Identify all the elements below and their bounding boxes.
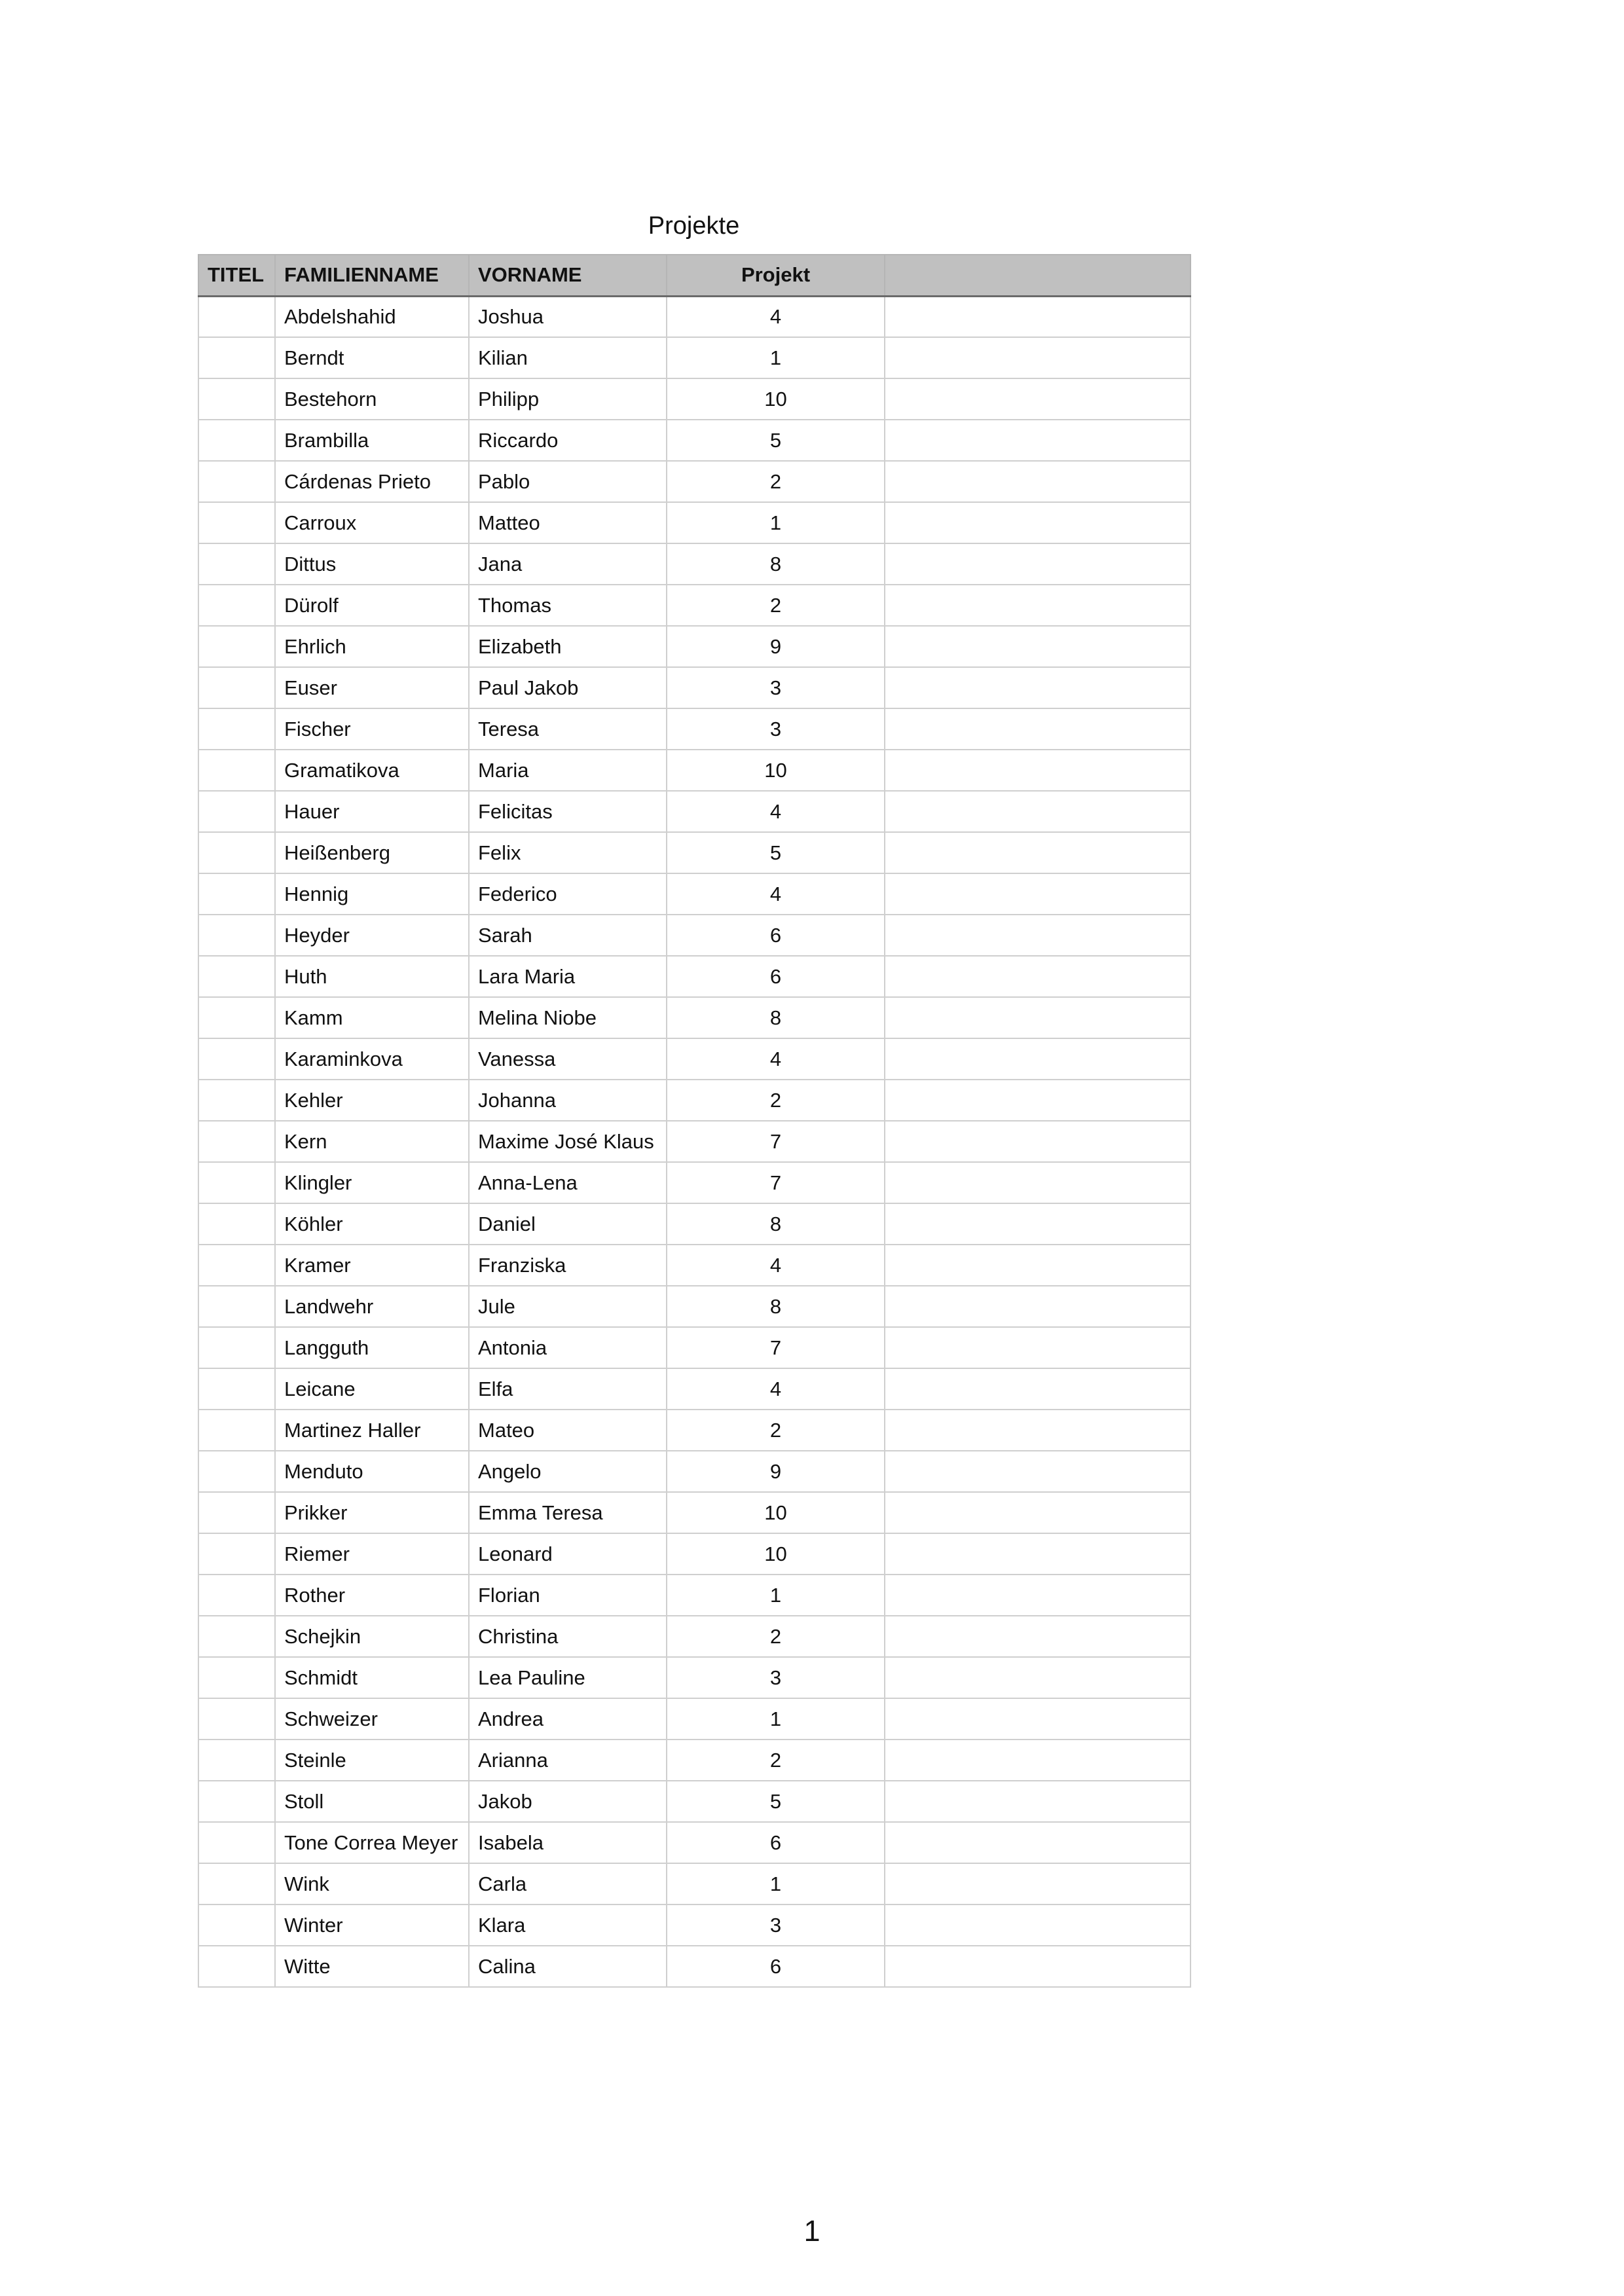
cell-familienname: Schmidt xyxy=(275,1657,469,1698)
cell-extra xyxy=(885,1410,1190,1451)
cell-titel xyxy=(198,502,275,543)
table-row xyxy=(198,1038,1190,1080)
cell-titel xyxy=(198,1863,275,1904)
cell-projekt: 2 xyxy=(667,1080,885,1121)
cell-extra xyxy=(885,1203,1190,1245)
column-header-vorname: VORNAME xyxy=(469,255,667,296)
cell-titel xyxy=(198,337,275,378)
cell-extra xyxy=(885,1616,1190,1657)
cell-projekt: 2 xyxy=(667,1410,885,1451)
table-row xyxy=(198,337,1190,378)
cell-extra xyxy=(885,1946,1190,1987)
cell-titel xyxy=(198,1698,275,1740)
cell-titel xyxy=(198,1451,275,1492)
cell-projekt: 5 xyxy=(667,1781,885,1822)
table-row xyxy=(198,1245,1190,1286)
cell-familienname: Huth xyxy=(275,956,469,997)
cell-vorname: Angelo xyxy=(469,1451,667,1492)
cell-extra xyxy=(885,1162,1190,1203)
cell-familienname: Leicane xyxy=(275,1368,469,1410)
cell-vorname: Franziska xyxy=(469,1245,667,1286)
cell-familienname: Rother xyxy=(275,1575,469,1616)
cell-extra xyxy=(885,956,1190,997)
cell-vorname: Vanessa xyxy=(469,1038,667,1080)
cell-titel xyxy=(198,873,275,915)
cell-titel xyxy=(198,1822,275,1863)
cell-titel xyxy=(198,1038,275,1080)
table-row xyxy=(198,502,1190,543)
table-row xyxy=(198,1492,1190,1533)
cell-titel xyxy=(198,1904,275,1946)
cell-vorname: Kilian xyxy=(469,337,667,378)
cell-vorname: Joshua xyxy=(469,296,667,337)
cell-extra xyxy=(885,1080,1190,1121)
cell-titel xyxy=(198,1533,275,1575)
cell-vorname: Arianna xyxy=(469,1740,667,1781)
table-row xyxy=(198,832,1190,873)
cell-extra xyxy=(885,1121,1190,1162)
table-row xyxy=(198,1575,1190,1616)
cell-projekt: 3 xyxy=(667,667,885,708)
cell-projekt: 10 xyxy=(667,750,885,791)
cell-titel xyxy=(198,378,275,420)
cell-extra xyxy=(885,296,1190,337)
table-row xyxy=(198,708,1190,750)
cell-projekt: 1 xyxy=(667,1863,885,1904)
cell-projekt: 4 xyxy=(667,1368,885,1410)
cell-familienname: Euser xyxy=(275,667,469,708)
cell-extra xyxy=(885,1286,1190,1327)
column-header-familienname: FAMILIENNAME xyxy=(275,255,469,296)
cell-projekt: 10 xyxy=(667,1492,885,1533)
cell-familienname: Langguth xyxy=(275,1327,469,1368)
cell-familienname: Prikker xyxy=(275,1492,469,1533)
cell-projekt: 7 xyxy=(667,1327,885,1368)
cell-vorname: Maxime José Klaus xyxy=(469,1121,667,1162)
cell-extra xyxy=(885,1245,1190,1286)
cell-vorname: Federico xyxy=(469,873,667,915)
cell-vorname: Felix xyxy=(469,832,667,873)
cell-extra xyxy=(885,1492,1190,1533)
cell-familienname: Abdelshahid xyxy=(275,296,469,337)
cell-projekt: 2 xyxy=(667,585,885,626)
table-row xyxy=(198,1616,1190,1657)
cell-familienname: Riemer xyxy=(275,1533,469,1575)
cell-titel xyxy=(198,1203,275,1245)
cell-vorname: Lara Maria xyxy=(469,956,667,997)
table-row xyxy=(198,1822,1190,1863)
cell-projekt: 4 xyxy=(667,296,885,337)
cell-titel xyxy=(198,543,275,585)
cell-extra xyxy=(885,1740,1190,1781)
cell-familienname: Winter xyxy=(275,1904,469,1946)
cell-extra xyxy=(885,997,1190,1038)
cell-extra xyxy=(885,337,1190,378)
cell-titel xyxy=(198,1286,275,1327)
cell-projekt: 6 xyxy=(667,1946,885,1987)
cell-extra xyxy=(885,1822,1190,1863)
table-row xyxy=(198,1698,1190,1740)
cell-titel xyxy=(198,1740,275,1781)
cell-vorname: Philipp xyxy=(469,378,667,420)
cell-vorname: Klara xyxy=(469,1904,667,1946)
cell-vorname: Daniel xyxy=(469,1203,667,1245)
cell-titel xyxy=(198,667,275,708)
cell-extra xyxy=(885,1038,1190,1080)
table-row xyxy=(198,420,1190,461)
cell-extra xyxy=(885,1451,1190,1492)
cell-extra xyxy=(885,502,1190,543)
cell-vorname: Calina xyxy=(469,1946,667,1987)
cell-extra xyxy=(885,378,1190,420)
cell-vorname: Antonia xyxy=(469,1327,667,1368)
cell-titel xyxy=(198,708,275,750)
cell-familienname: Steinle xyxy=(275,1740,469,1781)
cell-titel xyxy=(198,1946,275,1987)
cell-familienname: Heyder xyxy=(275,915,469,956)
table-row xyxy=(198,1410,1190,1451)
cell-familienname: Cárdenas Prieto xyxy=(275,461,469,502)
cell-extra xyxy=(885,626,1190,667)
table-row xyxy=(198,626,1190,667)
cell-vorname: Felicitas xyxy=(469,791,667,832)
cell-projekt: 3 xyxy=(667,1904,885,1946)
cell-projekt: 4 xyxy=(667,791,885,832)
cell-titel xyxy=(198,1410,275,1451)
cell-familienname: Kern xyxy=(275,1121,469,1162)
table-row xyxy=(198,791,1190,832)
cell-extra xyxy=(885,1533,1190,1575)
cell-projekt: 8 xyxy=(667,997,885,1038)
cell-extra xyxy=(885,420,1190,461)
cell-vorname: Isabela xyxy=(469,1822,667,1863)
cell-vorname: Christina xyxy=(469,1616,667,1657)
cell-vorname: Elfa xyxy=(469,1368,667,1410)
table-row xyxy=(198,1327,1190,1368)
cell-projekt: 8 xyxy=(667,1286,885,1327)
table-row xyxy=(198,543,1190,585)
cell-vorname: Jana xyxy=(469,543,667,585)
cell-vorname: Andrea xyxy=(469,1698,667,1740)
cell-extra xyxy=(885,1781,1190,1822)
table-row xyxy=(198,750,1190,791)
cell-vorname: Lea Pauline xyxy=(469,1657,667,1698)
table-row xyxy=(198,461,1190,502)
cell-projekt: 6 xyxy=(667,915,885,956)
cell-projekt: 5 xyxy=(667,420,885,461)
cell-vorname: Sarah xyxy=(469,915,667,956)
cell-titel xyxy=(198,1245,275,1286)
cell-familienname: Heißenberg xyxy=(275,832,469,873)
cell-familienname: Schejkin xyxy=(275,1616,469,1657)
table-row xyxy=(198,1368,1190,1410)
table-row xyxy=(198,1657,1190,1698)
cell-extra xyxy=(885,585,1190,626)
projects-table xyxy=(198,254,1191,1988)
page-title: Projekte xyxy=(648,212,740,240)
cell-familienname: Dürolf xyxy=(275,585,469,626)
cell-extra xyxy=(885,1657,1190,1698)
cell-projekt: 2 xyxy=(667,461,885,502)
cell-vorname: Elizabeth xyxy=(469,626,667,667)
cell-vorname: Teresa xyxy=(469,708,667,750)
cell-titel xyxy=(198,1616,275,1657)
cell-extra xyxy=(885,832,1190,873)
cell-titel xyxy=(198,832,275,873)
cell-vorname: Matteo xyxy=(469,502,667,543)
cell-projekt: 9 xyxy=(667,626,885,667)
cell-projekt: 2 xyxy=(667,1740,885,1781)
cell-titel xyxy=(198,956,275,997)
table-row xyxy=(198,915,1190,956)
table-row xyxy=(198,1121,1190,1162)
table-row xyxy=(198,667,1190,708)
cell-projekt: 1 xyxy=(667,502,885,543)
cell-vorname: Anna-Lena xyxy=(469,1162,667,1203)
cell-titel xyxy=(198,1121,275,1162)
cell-titel xyxy=(198,915,275,956)
table-row xyxy=(198,1781,1190,1822)
cell-projekt: 1 xyxy=(667,1575,885,1616)
cell-vorname: Maria xyxy=(469,750,667,791)
table-header-row xyxy=(198,255,1190,296)
page-number: 1 xyxy=(803,2214,821,2248)
cell-familienname: Hauer xyxy=(275,791,469,832)
cell-titel xyxy=(198,1492,275,1533)
table-row xyxy=(198,296,1190,337)
cell-familienname: Gramatikova xyxy=(275,750,469,791)
cell-familienname: Carroux xyxy=(275,502,469,543)
cell-vorname: Riccardo xyxy=(469,420,667,461)
cell-projekt: 4 xyxy=(667,873,885,915)
cell-titel xyxy=(198,791,275,832)
cell-familienname: Hennig xyxy=(275,873,469,915)
table-row xyxy=(198,1162,1190,1203)
cell-familienname: Kamm xyxy=(275,997,469,1038)
table-row xyxy=(198,873,1190,915)
cell-extra xyxy=(885,791,1190,832)
cell-extra xyxy=(885,1698,1190,1740)
cell-projekt: 4 xyxy=(667,1245,885,1286)
cell-familienname: Berndt xyxy=(275,337,469,378)
table-row xyxy=(198,1904,1190,1946)
table-row xyxy=(198,1451,1190,1492)
cell-titel xyxy=(198,1080,275,1121)
cell-titel xyxy=(198,750,275,791)
cell-vorname: Melina Niobe xyxy=(469,997,667,1038)
cell-extra xyxy=(885,1368,1190,1410)
cell-projekt: 1 xyxy=(667,1698,885,1740)
cell-vorname: Johanna xyxy=(469,1080,667,1121)
cell-familienname: Stoll xyxy=(275,1781,469,1822)
cell-vorname: Mateo xyxy=(469,1410,667,1451)
cell-titel xyxy=(198,1327,275,1368)
table-row xyxy=(198,956,1190,997)
cell-titel xyxy=(198,1162,275,1203)
cell-familienname: Menduto xyxy=(275,1451,469,1492)
cell-titel xyxy=(198,585,275,626)
cell-familienname: Karaminkova xyxy=(275,1038,469,1080)
table-row xyxy=(198,1946,1190,1987)
cell-familienname: Köhler xyxy=(275,1203,469,1245)
cell-vorname: Jule xyxy=(469,1286,667,1327)
cell-familienname: Tone Correa Meyer xyxy=(275,1822,469,1863)
table-row xyxy=(198,378,1190,420)
cell-extra xyxy=(885,543,1190,585)
cell-extra xyxy=(885,461,1190,502)
cell-titel xyxy=(198,626,275,667)
cell-projekt: 4 xyxy=(667,1038,885,1080)
cell-projekt: 5 xyxy=(667,832,885,873)
table-row xyxy=(198,1533,1190,1575)
cell-projekt: 1 xyxy=(667,337,885,378)
cell-familienname: Kehler xyxy=(275,1080,469,1121)
table-body xyxy=(198,296,1190,1987)
cell-projekt: 10 xyxy=(667,1533,885,1575)
cell-titel xyxy=(198,1781,275,1822)
cell-familienname: Klingler xyxy=(275,1162,469,1203)
cell-vorname: Pablo xyxy=(469,461,667,502)
cell-extra xyxy=(885,873,1190,915)
cell-familienname: Schweizer xyxy=(275,1698,469,1740)
table-row xyxy=(198,1203,1190,1245)
cell-familienname: Witte xyxy=(275,1946,469,1987)
cell-projekt: 8 xyxy=(667,543,885,585)
cell-familienname: Dittus xyxy=(275,543,469,585)
cell-projekt: 6 xyxy=(667,1822,885,1863)
cell-titel xyxy=(198,1575,275,1616)
table-row xyxy=(198,585,1190,626)
cell-familienname: Bestehorn xyxy=(275,378,469,420)
column-header-empty xyxy=(885,255,1190,296)
cell-vorname: Emma Teresa xyxy=(469,1492,667,1533)
cell-vorname: Jakob xyxy=(469,1781,667,1822)
cell-projekt: 9 xyxy=(667,1451,885,1492)
column-header-projekt: Projekt xyxy=(667,255,885,296)
cell-familienname: Ehrlich xyxy=(275,626,469,667)
cell-familienname: Brambilla xyxy=(275,420,469,461)
cell-vorname: Paul Jakob xyxy=(469,667,667,708)
cell-projekt: 8 xyxy=(667,1203,885,1245)
cell-titel xyxy=(198,1657,275,1698)
cell-titel xyxy=(198,1368,275,1410)
cell-extra xyxy=(885,1863,1190,1904)
table-row xyxy=(198,1080,1190,1121)
cell-extra xyxy=(885,750,1190,791)
cell-familienname: Martinez Haller xyxy=(275,1410,469,1451)
cell-projekt: 2 xyxy=(667,1616,885,1657)
table-row xyxy=(198,1286,1190,1327)
cell-familienname: Fischer xyxy=(275,708,469,750)
cell-extra xyxy=(885,708,1190,750)
cell-titel xyxy=(198,461,275,502)
table-row xyxy=(198,1740,1190,1781)
cell-projekt: 3 xyxy=(667,1657,885,1698)
cell-extra xyxy=(885,1575,1190,1616)
cell-projekt: 10 xyxy=(667,378,885,420)
cell-titel xyxy=(198,420,275,461)
cell-extra xyxy=(885,915,1190,956)
cell-extra xyxy=(885,1327,1190,1368)
table-row xyxy=(198,997,1190,1038)
cell-vorname: Florian xyxy=(469,1575,667,1616)
cell-extra xyxy=(885,1904,1190,1946)
cell-projekt: 7 xyxy=(667,1162,885,1203)
column-header-titel: TITEL xyxy=(198,255,275,296)
cell-projekt: 7 xyxy=(667,1121,885,1162)
cell-titel xyxy=(198,997,275,1038)
table-row xyxy=(198,1863,1190,1904)
cell-titel xyxy=(198,296,275,337)
cell-familienname: Wink xyxy=(275,1863,469,1904)
cell-projekt: 3 xyxy=(667,708,885,750)
cell-projekt: 6 xyxy=(667,956,885,997)
cell-familienname: Landwehr xyxy=(275,1286,469,1327)
cell-vorname: Leonard xyxy=(469,1533,667,1575)
cell-vorname: Thomas xyxy=(469,585,667,626)
cell-familienname: Kramer xyxy=(275,1245,469,1286)
cell-extra xyxy=(885,667,1190,708)
cell-vorname: Carla xyxy=(469,1863,667,1904)
